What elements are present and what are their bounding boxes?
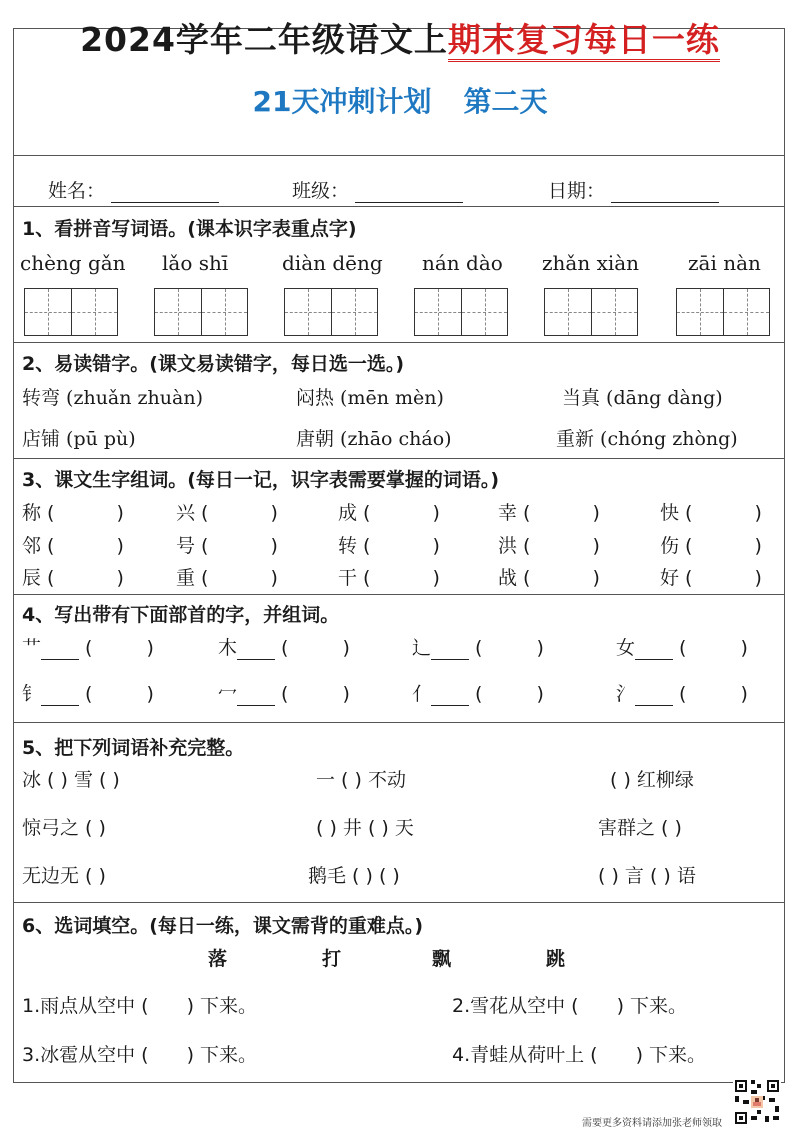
q5-item[interactable]: 无边无 ( )	[22, 865, 106, 887]
pinyin-2: lǎo shī	[162, 251, 229, 275]
q3-char-item[interactable]: 称 ( )	[22, 502, 124, 524]
class-field[interactable]: 班级：	[292, 176, 463, 203]
q4-radical-item[interactable]: 艹 ( )	[22, 637, 154, 659]
q4-radical-item[interactable]: 辶 ( )	[412, 637, 544, 659]
q6-sentence-1[interactable]: 1.雨点从空中 ( ) 下来。	[22, 995, 258, 1017]
q5-item[interactable]: 冰 ( ) 雪 ( )	[22, 769, 120, 791]
pinyin-6: zāi nàn	[688, 251, 761, 275]
q4-radical-item[interactable]: 钅 ( )	[22, 683, 154, 705]
q4-radical-item[interactable]: 冖 ( )	[218, 683, 350, 705]
q2-item: 闷热 (mēn mèn)	[296, 387, 444, 409]
q5-item[interactable]: ( ) 言 ( ) 语	[598, 865, 696, 887]
q2-item: 店铺 (pū pù)	[22, 428, 136, 450]
q2-item: 当真 (dāng dàng)	[562, 387, 723, 409]
footer-note: 需要更多资料请添加张老师领取	[582, 1118, 722, 1129]
q6-word: 跳	[546, 948, 566, 970]
writing-grid[interactable]	[24, 288, 118, 336]
title-black: 2024学年二年级语文上	[80, 20, 448, 59]
q3-char-item[interactable]: 转 ( )	[338, 535, 440, 557]
q6-heading: 6、选词填空。(每日一练，课文需背的重难点。)	[22, 915, 424, 937]
q3-char-item[interactable]: 重 ( )	[176, 567, 278, 589]
q4-radical-item[interactable]: 氵 ( )	[616, 683, 748, 705]
q3-char-item[interactable]: 干 ( )	[338, 567, 440, 589]
q6-word: 飘	[432, 948, 452, 970]
pinyin-5: zhǎn xiàn	[542, 251, 640, 275]
worksheet-title	[0, 14, 800, 61]
subtitle-day: 第二天	[463, 85, 548, 118]
q3-char-item[interactable]: 幸 ( )	[498, 502, 600, 524]
date-field[interactable]: 日期：	[548, 176, 719, 203]
pinyin-3: diàn dēng	[282, 251, 383, 275]
name-field[interactable]: 姓名：	[48, 176, 219, 203]
writing-grid[interactable]	[154, 288, 248, 336]
q6-word: 打	[322, 948, 342, 970]
divider	[13, 722, 785, 723]
q3-char-item[interactable]: 快 ( )	[660, 502, 762, 524]
q6-sentence-4[interactable]: 4.青蛙从荷叶上 ( ) 下来。	[452, 1044, 707, 1066]
pinyin-4: nán dào	[422, 251, 503, 275]
q3-char-item[interactable]: 邻 ( )	[22, 535, 124, 557]
q5-item[interactable]: 鹅毛 ( ) ( )	[308, 865, 400, 887]
writing-grid[interactable]	[284, 288, 378, 336]
q4-radical-item[interactable]: 木 ( )	[218, 637, 350, 659]
divider	[13, 342, 785, 343]
q3-char-item[interactable]: 号 ( )	[176, 535, 278, 557]
q6-sentence-2[interactable]: 2.雪花从空中 ( ) 下来。	[452, 995, 688, 1017]
subtitle-plan: 21天冲刺计划	[252, 85, 432, 118]
q5-item[interactable]: 一 ( ) 不动	[316, 769, 406, 791]
divider	[13, 206, 785, 207]
divider	[13, 594, 785, 595]
title-red: 期末复习每日一练	[448, 20, 720, 62]
writing-grid[interactable]	[676, 288, 770, 336]
q3-char-item[interactable]: 战 ( )	[498, 567, 600, 589]
divider	[13, 155, 785, 156]
q2-item: 重新 (chóng zhòng)	[556, 428, 738, 450]
q3-char-item[interactable]: 成 ( )	[338, 502, 440, 524]
q3-char-item[interactable]: 辰 ( )	[22, 567, 124, 589]
q6-sentence-3[interactable]: 3.冰雹从空中 ( ) 下来。	[22, 1044, 258, 1066]
q4-heading: 4、写出带有下面部首的字，并组词。	[22, 604, 340, 626]
q5-item[interactable]: 害群之 ( )	[598, 817, 682, 839]
q2-item: 转弯 (zhuǎn zhuàn)	[22, 387, 204, 409]
q5-heading: 5、把下列词语补充完整。	[22, 737, 245, 759]
q6-word: 落	[208, 948, 228, 970]
q3-char-item[interactable]: 洪 ( )	[498, 535, 600, 557]
q5-item[interactable]: 惊弓之 ( )	[22, 817, 106, 839]
q5-item[interactable]: ( ) 井 ( ) 天	[316, 817, 414, 839]
pinyin-1: chèng gǎn	[20, 251, 126, 275]
divider	[13, 458, 785, 459]
q3-char-item[interactable]: 兴 ( )	[176, 502, 278, 524]
q2-item: 唐朝 (zhāo cháo)	[296, 428, 452, 450]
q3-char-item[interactable]: 好 ( )	[660, 567, 762, 589]
q5-item[interactable]: ( ) 红柳绿	[610, 769, 694, 791]
q4-radical-item[interactable]: 亻 ( )	[412, 683, 544, 705]
q3-heading: 3、课文生字组词。(每日一记，识字表需要掌握的词语。)	[22, 469, 500, 491]
writing-grid[interactable]	[414, 288, 508, 336]
q4-radical-item[interactable]: 女 ( )	[616, 637, 748, 659]
q2-heading: 2、易读错字。(课文易读错字，每日选一选。)	[22, 353, 405, 375]
q3-char-item[interactable]: 伤 ( )	[660, 535, 762, 557]
writing-grid[interactable]	[544, 288, 638, 336]
q1-heading: 1、看拼音写词语。(课本识字表重点字)	[22, 218, 357, 240]
divider	[13, 902, 785, 903]
worksheet-subtitle	[0, 80, 800, 120]
qr-code-icon[interactable]	[733, 1078, 781, 1126]
